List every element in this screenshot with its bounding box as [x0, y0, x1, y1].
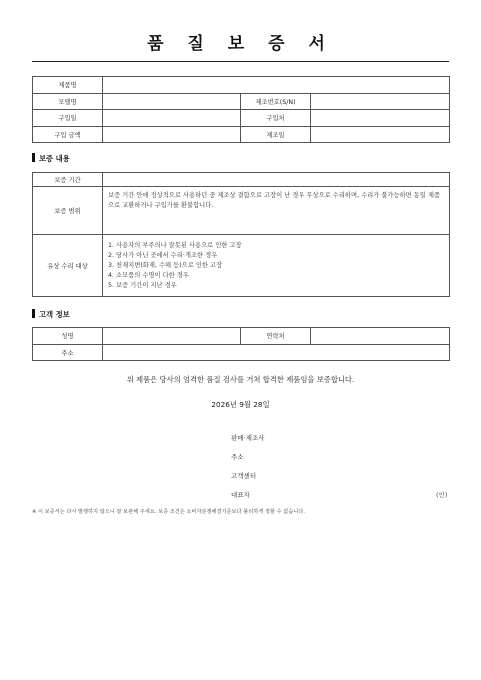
purchase-place-label: 구입처: [241, 110, 311, 127]
document-title: 품 질 보 증 서: [147, 34, 334, 54]
customer-contact-label: 연락처: [241, 328, 311, 345]
customer-info-table: [32, 327, 450, 361]
section-marker: [32, 153, 35, 162]
purchase-amount-label: 구입 금액: [33, 126, 103, 143]
footnote: ※ 이 보증서는 다시 발행하지 않으니 잘 보관해 주세요. 보증 조건은 소비자분쟁해결기준보다 불리하게 정할 수 없습니다.: [32, 509, 305, 515]
paid-repair-label: 유상 수리 대상: [33, 235, 103, 297]
purchase-amount-field[interactable]: [103, 126, 241, 143]
serial-label: 제조번호(S/N): [241, 93, 311, 110]
warranty-statement: 위 제품은 당사의 엄격한 품질 검사를 거쳐 합격한 제품임을 보증합니다.: [126, 375, 355, 384]
ceo-label: 대표자: [231, 491, 250, 499]
table-row: [33, 328, 450, 345]
table-row: [33, 187, 450, 235]
table-row: [33, 173, 450, 187]
issue-date: 2026년 9월 28일: [211, 400, 270, 409]
seller-address-label: 주소: [231, 453, 244, 461]
table-row: [33, 93, 450, 110]
customer-name-field[interactable]: [103, 328, 241, 345]
warranty-period-label: 보증 기간: [33, 173, 103, 187]
purchase-place-field[interactable]: [311, 110, 450, 127]
customer-contact-field[interactable]: [311, 328, 450, 345]
customer-address-label: 주소: [33, 344, 103, 361]
customer-heading-text: 고객 정보: [39, 310, 70, 319]
warranty-table: [32, 172, 450, 297]
table-row: [33, 77, 450, 94]
list-item: 5. 보증 기간이 지난 경우: [108, 281, 177, 289]
product-name-label: 제품명: [33, 77, 103, 94]
list-item: 4. 소모품의 수명이 다한 경우: [108, 271, 189, 279]
table-row: [33, 344, 450, 361]
serial-field[interactable]: [311, 93, 450, 110]
service-center-label: 고객센터: [231, 472, 257, 480]
purchase-date-field[interactable]: [103, 110, 241, 127]
table-row: [33, 126, 450, 143]
seller-label: 판매·제조사: [231, 434, 265, 442]
list-item: 1. 사용자의 부주의나 잘못된 사용으로 인한 고장: [108, 241, 242, 249]
manufacture-date-label: 제조일: [241, 126, 311, 143]
section-marker: [32, 309, 35, 318]
model-field[interactable]: [103, 93, 241, 110]
warranty-scope-text: 보증 기간 안에 정상적으로 사용하던 중 제조상 결함으로 고장이 난 경우 무상으로 수리하며, 수리가 불가능하면 동일 제품으로 교환하거나 구입가를 환불합니다.: [103, 187, 450, 235]
title-divider: [32, 61, 449, 62]
model-label: 모델명: [33, 93, 103, 110]
list-item: 3. 천재지변(화재, 수해 등)으로 인한 고장: [108, 261, 223, 269]
product-name-field[interactable]: [103, 77, 450, 94]
customer-address-field[interactable]: [103, 344, 450, 361]
customer-section-heading: [32, 309, 70, 320]
warranty-scope-label: 보증 범위: [33, 187, 103, 235]
paid-repair-list: [103, 235, 450, 297]
customer-name-label: 성명: [33, 328, 103, 345]
product-info-table: [32, 76, 450, 143]
table-row: [33, 235, 450, 297]
list-item: 2. 당사가 아닌 곳에서 수리·개조한 경우: [108, 251, 218, 259]
warranty-heading-text: 보증 내용: [39, 154, 70, 163]
seal-mark: (인): [436, 491, 448, 499]
manufacture-date-field[interactable]: [311, 126, 450, 143]
warranty-period-field[interactable]: [103, 173, 450, 187]
warranty-section-heading: [32, 153, 70, 164]
purchase-date-label: 구입일: [33, 110, 103, 127]
table-row: [33, 110, 450, 127]
